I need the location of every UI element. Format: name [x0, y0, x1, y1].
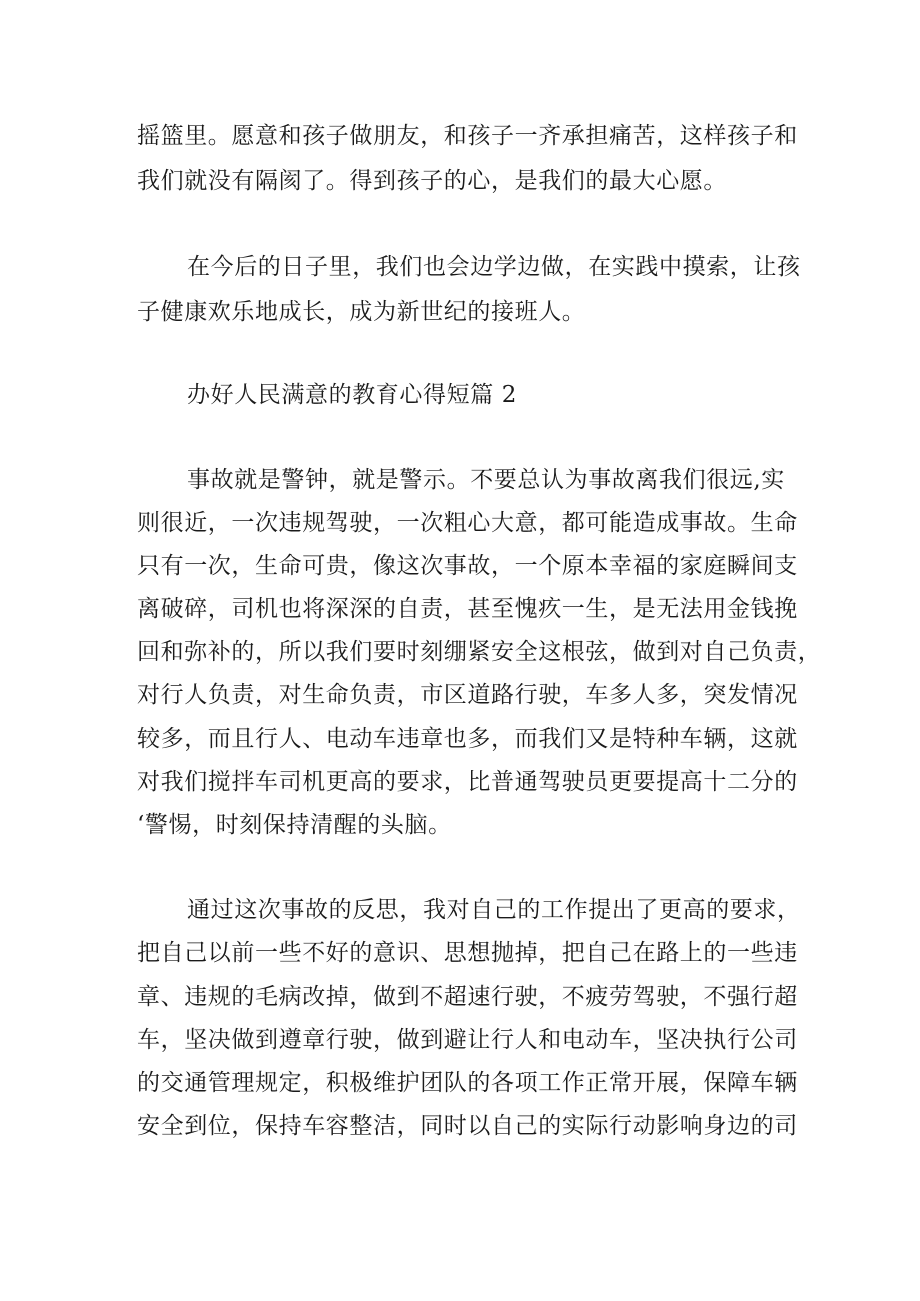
paragraph-2-line-2: 子健康欢乐地成长，成为新世纪的接班人。	[137, 299, 586, 325]
paragraph-3-line-9: ‘警惕，时刻保持清醒的头脑。	[137, 812, 452, 838]
paragraph-4-line-5: 的交通管理规定，积极维护团队的各项工作正常开展，保障车辆	[137, 1070, 798, 1096]
paragraph-3-line-4: 离破碎，司机也将深深的自责，甚至愧疚一生，是无法用金钱挽	[137, 596, 798, 622]
paragraph-1-line-2: 我们就没有隔阂了。得到孩子的心，是我们的最大心愿。	[137, 168, 727, 194]
paragraph-3-line-3: 只有一次，生命可贵，像这次事故，一个原本幸福的家庭瞬间支	[137, 553, 798, 579]
paragraph-4-line-2: 把自己以前一些不好的意识、思想抛掉，把自己在路上的一些违	[137, 940, 798, 966]
section-heading: 办好人民满意的教育心得短篇 2	[187, 382, 517, 408]
paragraph-1-line-1: 摇篮里。愿意和孩子做朋友，和孩子一齐承担痛苦，这样孩子和	[137, 123, 798, 149]
paragraph-3-line-5: 回和弥补的，所以我们要时刻绷紧安全这根弦，做到对自己负责，	[137, 639, 822, 665]
paragraph-4-line-1: 通过这次事故的反思，我对自己的工作提出了更高的要求，	[187, 897, 801, 923]
paragraph-3-line-6: 对行人负责，对生命负责，市区道路行驶，车多人多，突发情况	[137, 682, 798, 708]
paragraph-4-line-6: 安全到位，保持车容整洁，同时以自己的实际行动影响身边的司	[137, 1113, 798, 1139]
paragraph-4-line-3: 章、违规的毛病改掉，做到不超速行驶，不疲劳驾驶，不强行超	[137, 984, 798, 1010]
paragraph-2-line-1: 在今后的日子里，我们也会边学边做，在实践中摸索，让孩	[187, 254, 801, 280]
paragraph-3-line-7: 较多，而且行人、电动车违章也多，而我们又是特种车辆，这就	[137, 726, 798, 752]
paragraph-3-line-2: 则很近，一次违规驾驶，一次粗心大意，都可能造成事故。生命	[137, 510, 798, 536]
paragraph-3-line-8: 对我们搅拌车司机更高的要求，比普通驾驶员更要提高十二分的	[137, 769, 798, 795]
paragraph-4-line-4: 车，坚决做到遵章行驶，做到避让行人和电动车，坚决执行公司	[137, 1027, 798, 1053]
paragraph-3-line-1: 事故就是警钟，就是警示。不要总认为事故离我们很远,实	[187, 467, 785, 493]
